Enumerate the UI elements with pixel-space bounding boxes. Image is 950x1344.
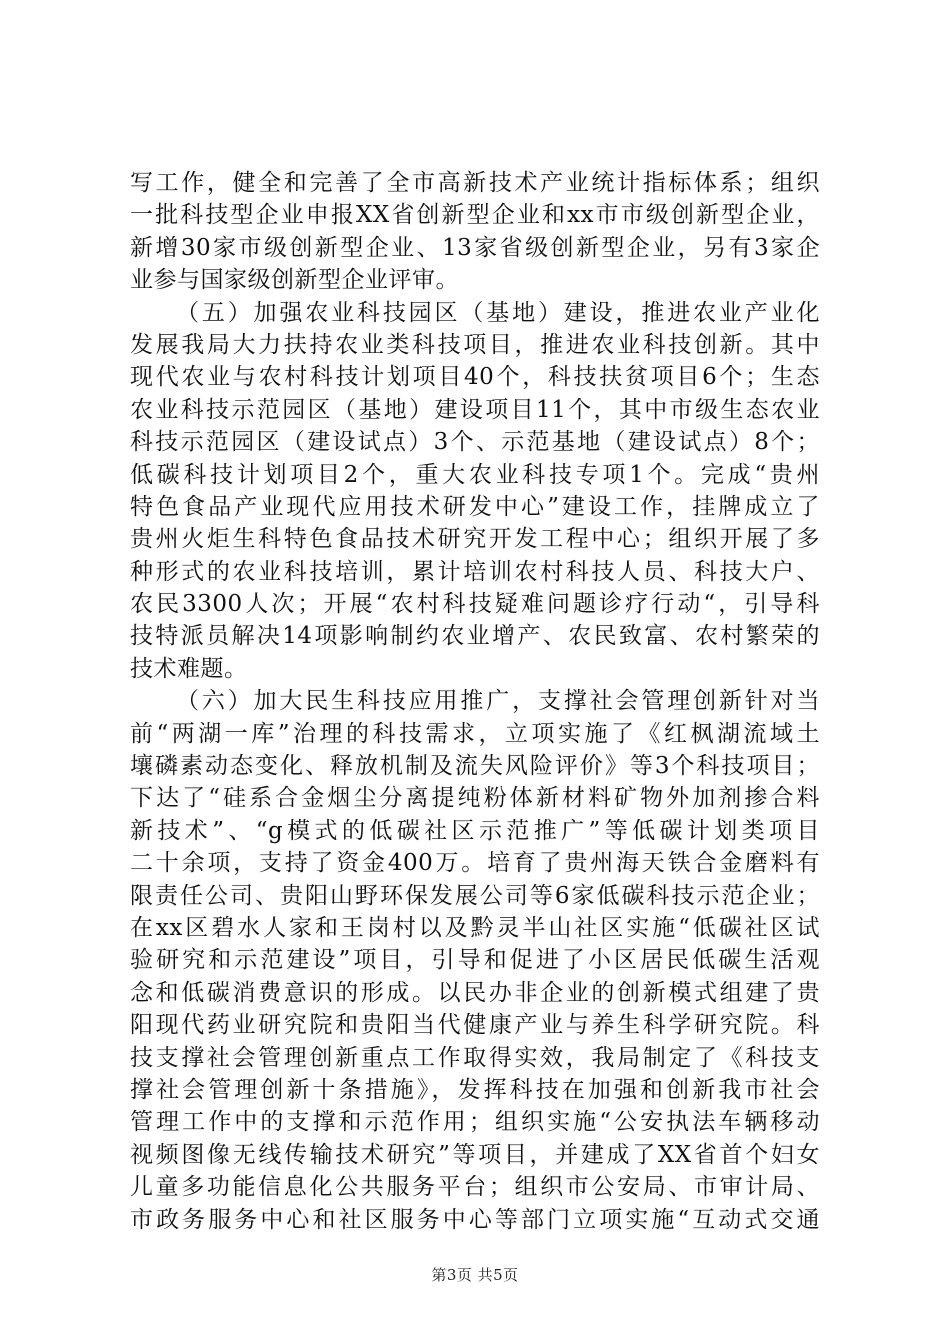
text-line: 科技示范园区（建设试点）3个、示范基地（建设试点）8个； <box>130 429 820 456</box>
text-line: 种形式的农业科技培训，累计培训农村科技人员、科技大户、 <box>130 558 820 585</box>
text-line: 贵州火炬生科特色食品技术研究开发工程中心；组织开展了多 <box>130 526 820 553</box>
text-line: 管理工作中的支撑和示范作用；组织实施“公安执法车辆移动 <box>130 1109 820 1136</box>
text-line: 特色食品产业现代应用技术研发中心”建设工作，挂牌成立了 <box>130 493 820 520</box>
text-line: 一批科技型企业申报XX省创新型企业和xx市市级创新型企业， <box>130 202 820 229</box>
text-line: 技术难题。 <box>130 655 248 682</box>
text-line: 技特派员解决14项影响制约农业增产、农民致富、农村繁荣的 <box>130 623 820 650</box>
text-line: 阳现代药业研究院和贵阳当代健康产业与养生科学研究院。科 <box>130 1012 820 1039</box>
text-line: 农业科技示范园区（基地）建设项目11个，其中市级生态农业 <box>130 396 820 423</box>
text-line: 发展我局大力扶持农业类科技项目，推进农业科技创新。其中 <box>130 331 820 358</box>
text-line: 新技术”、“g模式的低碳社区示范推广”等低碳计划类项目 <box>130 817 820 844</box>
text-line: 念和低碳消费意识的形成。以民办非企业的创新模式组建了贵 <box>130 979 820 1006</box>
text-line: 现代农业与农村科技计划项目40个，科技扶贫项目6个；生态 <box>130 364 820 391</box>
text-line: 前“两湖一库”治理的科技需求，立项实施了《红枫湖流域土 <box>130 720 820 747</box>
text-line: 儿童多功能信息化公共服务平台；组织市公安局、市审计局、 <box>130 1174 820 1201</box>
text-line: 验研究和示范建设”项目，引导和促进了小区居民低碳生活观 <box>130 947 820 974</box>
section-heading-line: （六）加大民生科技应用推广，支撑社会管理创新针对当 <box>176 688 820 715</box>
text-line: 新增30家市级创新型企业、13家省级创新型企业，另有3家企 <box>130 234 820 261</box>
text-line: 二十余项，支持了资金400万。培育了贵州海天铁合金磨料有 <box>130 850 820 877</box>
text-line: 壤磷素动态变化、释放机制及流失风险评价》等3个科技项目； <box>130 753 820 780</box>
text-line: 农民3300人次；开展“农村科技疑难问题诊疗行动“，引导科 <box>130 591 820 618</box>
text-line: 写工作，健全和完善了全市高新技术产业统计指标体系；组织 <box>130 170 820 196</box>
text-line: 技支撑社会管理创新重点工作取得实效，我局制定了《科技支 <box>130 1044 820 1071</box>
text-line: 限责任公司、贵阳山野环保发展公司等6家低碳科技示范企业； <box>130 882 820 909</box>
text-line: 市政务服务中心和社区服务中心等部门立项实施“互动式交通 <box>130 1206 820 1233</box>
text-line: 在xx区碧水人家和王岗村以及黔灵半山社区实施“低碳社区试 <box>130 914 820 941</box>
body-text <box>130 167 820 1236</box>
page-number-footer: 第3页 共5页 <box>431 1266 519 1284</box>
section-heading-line: （五）加强农业科技园区（基地）建设，推进农业产业化 <box>176 299 820 326</box>
text-line: 下达了“硅系合金烟尘分离提纯粉体新材料矿物外加剂掺合料 <box>130 785 820 812</box>
text-line: 撑社会管理创新十条措施》，发挥科技在加强和创新我市社会 <box>130 1076 820 1103</box>
text-line: 视频图像无线传输技术研究”等项目，并建成了XX省首个妇女 <box>130 1141 820 1168</box>
text-line: 业参与国家级创新型企业评审。 <box>130 267 459 294</box>
text-line: 低碳科技计划项目2个，重大农业科技专项1个。完成“贵州 <box>130 461 820 488</box>
